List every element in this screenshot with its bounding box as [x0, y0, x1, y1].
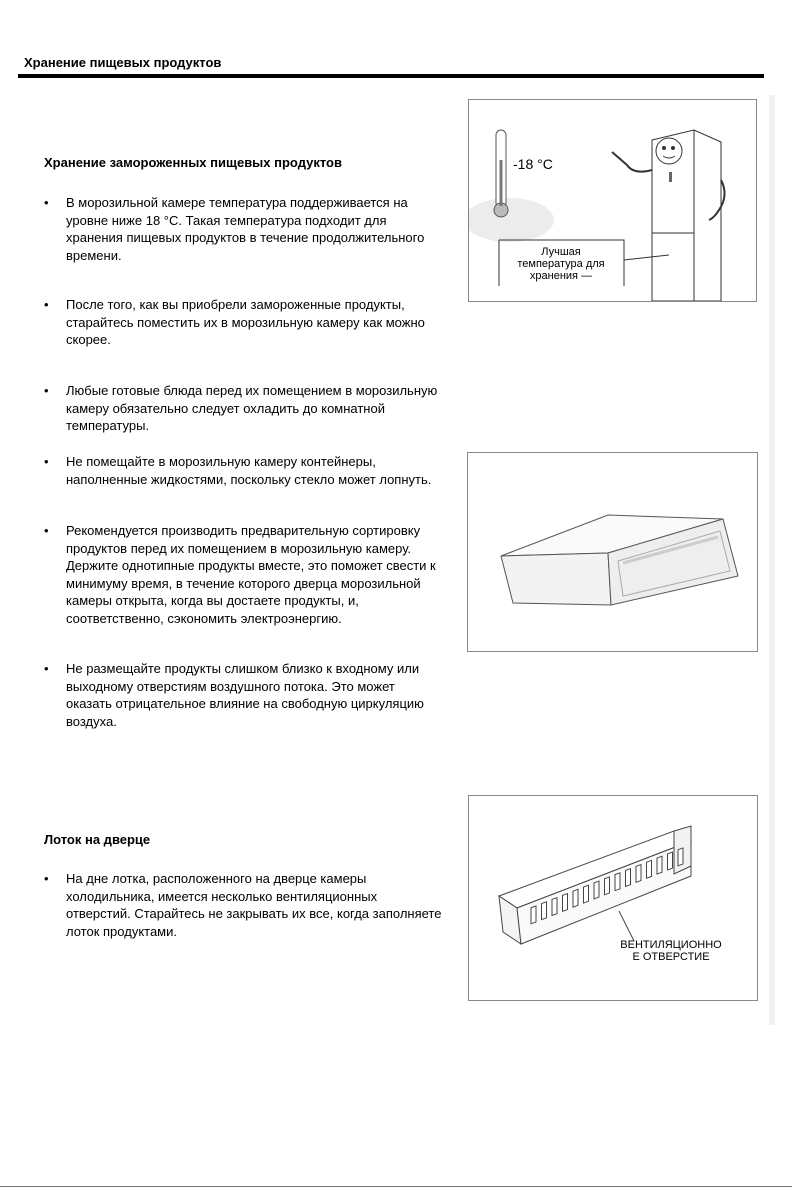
list-item: [44, 660, 444, 730]
door-tray-illustration: [468, 795, 758, 1001]
vent-slot: [636, 865, 641, 883]
vent-slot: [605, 877, 610, 895]
bullet-icon: •: [44, 871, 49, 886]
list-item-text: Не помещайте в морозильную камеру контейнеры, наполненные жидкостями, поскольку стекло может лопнуть.: [66, 454, 432, 487]
fridge-illustration: [468, 99, 757, 302]
callout-line: хранения —: [529, 270, 593, 282]
page-title: Хранение пищевых продуктов: [24, 55, 222, 70]
list-item-text: После того, как вы приобрели замороженные продукты, старайтесь поместить их в морозильную камеру как можно скорее.: [66, 297, 425, 348]
list-item: [44, 194, 444, 264]
vent-slot: [668, 852, 673, 870]
freezer-drawer-illustration: [467, 452, 758, 652]
list-item: [44, 522, 444, 628]
header-divider: [18, 74, 764, 78]
list-item-text: На дне лотка, расположенного на дверце камеры холодильника, имеется несколько вентиляционных отверстий. Старайтесь не закрывать их все, когда заполняете лоток продуктами.: [66, 871, 442, 939]
vent-slot: [594, 881, 599, 899]
vent-slot: [531, 906, 536, 924]
bullet-icon: •: [44, 383, 49, 398]
vent-slot: [615, 873, 620, 891]
list-item-text: Любые готовые блюда перед их помещением в морозильную камеру обязательно следует охладить до комнатной температуры.: [66, 383, 438, 434]
list-item-text: Рекомендуется производить предварительную сортировку продуктов перед их помещением в морозильную камеру. Держите однотипные продукты вместе, это поможет свести к минимуму время, в течение которого дверца морозильной камеры открыта, когда вы достаете продукты, и, соответственно, сэкономить электроэнергию.: [66, 523, 436, 626]
section-title-tray: Лоток на дверце: [44, 832, 151, 847]
vent-slot: [584, 885, 589, 903]
bullet-icon: •: [44, 661, 49, 676]
vent-slot: [626, 869, 631, 887]
vent-label-line: ВЕНТИЛЯЦИОННО: [620, 939, 722, 951]
vent-slot: [657, 856, 662, 874]
bullet-icon: •: [44, 195, 49, 210]
bullet-icon: •: [44, 454, 49, 469]
list-item: [44, 453, 444, 488]
vent-slot: [552, 898, 557, 916]
list-item: [44, 870, 444, 940]
vent-slot: [573, 889, 578, 907]
list-item-text: Не размещайте продукты слишком близко к входному или выходному отверстиям воздушного потока. Это может оказать отрицательное влияние на свободную циркуляцию воздуха.: [66, 661, 424, 729]
door-tray-icon: [469, 796, 757, 1000]
vent-label-line: Е ОТВЕРСТИЕ: [632, 951, 710, 963]
section-title-frozen: Хранение замороженных пищевых продуктов: [44, 155, 342, 170]
temperature-label: -18 °C: [513, 156, 553, 172]
list-item-text: В морозильной камере температура поддерживается на уровне ниже 18 °C. Такая температура подходит для хранения пищевых продуктов в течение продолжительного времени.: [66, 195, 425, 263]
vent-slot: [563, 894, 568, 912]
bullet-icon: •: [44, 523, 49, 538]
list-item: [44, 382, 444, 435]
vent-slot: [542, 902, 547, 920]
bullet-icon: •: [44, 297, 49, 312]
list-item: [44, 296, 444, 349]
vent-slot: [678, 848, 683, 866]
vent-slot: [647, 860, 652, 878]
callout-line: температура для: [517, 258, 605, 270]
footer-divider: [0, 1186, 792, 1187]
freezer-drawer-icon: [468, 453, 757, 651]
page-edge-shade: [769, 95, 775, 1025]
callout-line: Лучшая: [541, 246, 581, 258]
